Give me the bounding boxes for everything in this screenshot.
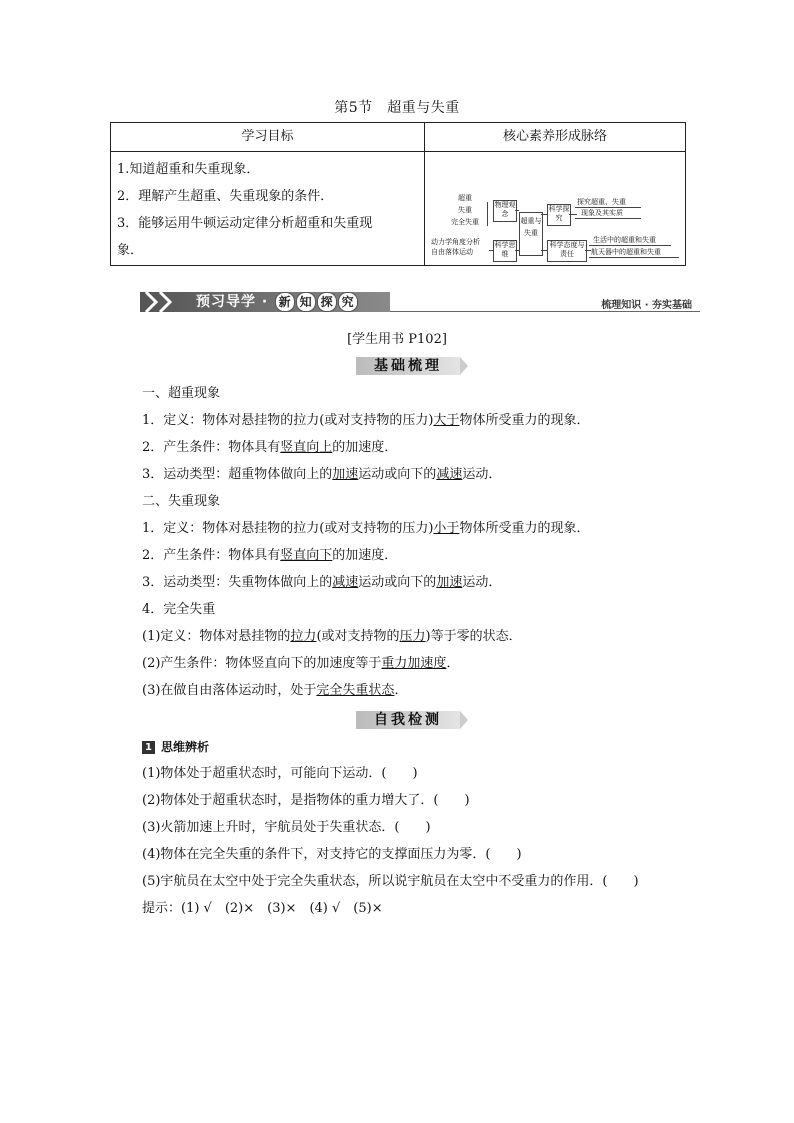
diagram-tanjiu-text2: 现象及其实质 bbox=[581, 209, 623, 217]
diagram-chaozhong: 超重 bbox=[458, 194, 472, 202]
banner-title bbox=[196, 292, 358, 312]
diagram-tanjiu-text1: 探究超重、失重 bbox=[577, 198, 626, 206]
complete-freefall: (3)在做自由落体运动时，处于完全失重状态． bbox=[142, 683, 408, 698]
goal-3: 3．能够运用牛顿运动定律分析超重和失重现 bbox=[117, 216, 373, 231]
diagram-wuli: 物理观念 bbox=[493, 200, 517, 222]
section-badge: 1 bbox=[142, 741, 155, 754]
weightless-motion: 3．运动类型：失重物体做向上的减速运动或向下的加速运动． bbox=[142, 575, 502, 590]
goal-1: 1.知道超重和失重现象． bbox=[117, 162, 260, 177]
judge-item-3: (3)火箭加速上升时，宇航员处于失重状态．( ) bbox=[142, 820, 431, 835]
banner-char: 知 bbox=[296, 292, 316, 312]
banner-left-text: 预习导学 bbox=[196, 294, 256, 310]
heading-overweight: 一、超重现象 bbox=[142, 386, 221, 401]
diagram-tanjiu: 科学探究 bbox=[547, 204, 571, 226]
diagram-dynamics2: 自由落体运动 bbox=[431, 248, 473, 256]
ribbon-selfcheck: 自我检测 bbox=[356, 711, 460, 729]
complete-definition: (1)定义：物体对悬挂物的拉力(或对支持物的压力)等于零的状态． bbox=[142, 629, 522, 644]
goals-cell bbox=[111, 152, 425, 266]
header-framework: 核心素养形成脉络 bbox=[425, 123, 686, 152]
diagram-shizhong: 失重 bbox=[458, 206, 472, 214]
header-goals: 学习目标 bbox=[111, 123, 425, 152]
overweight-condition: 2．产生条件：物体具有竖直向上的加速度． bbox=[142, 440, 398, 455]
complete-weightless-heading: 4．完全失重 bbox=[142, 602, 216, 617]
thinking-analysis bbox=[142, 737, 209, 757]
banner-sep: · bbox=[261, 294, 269, 310]
judge-item-1: (1)物体处于超重状态时，可能向下运动．( ) bbox=[142, 766, 418, 781]
weightless-definition: 1．定义：物体对悬挂物的拉力(或对支持物的压力)小于物体所受重力的现象． bbox=[142, 521, 590, 536]
section-banner bbox=[140, 290, 700, 314]
judge-item-4: (4)物体在完全失重的条件下，对支持它的支撑面压力为零．( ) bbox=[142, 847, 522, 862]
goal-3-cont: 象． bbox=[117, 243, 144, 258]
overweight-motion: 3．运动类型：超重物体做向上的加速运动或向下的减速运动． bbox=[142, 467, 502, 482]
book-reference: [学生用书 P102] bbox=[347, 332, 447, 347]
overweight-definition: 1．定义：物体对悬挂物的拉力(或对支持物的压力)大于物体所受重力的现象． bbox=[142, 413, 590, 428]
diagram-life2: 航天器中的超重和失重 bbox=[591, 248, 661, 256]
banner-char: 新 bbox=[275, 292, 295, 312]
chevron-right-icon bbox=[158, 290, 174, 314]
banner-right-text: 梳理知识 · 夯实基础 bbox=[601, 300, 692, 311]
judge-item-5: (5)宇航员在太空中处于完全失重状态，所以说宇航员在太空中不受重力的作用．( ) bbox=[142, 874, 639, 889]
diagram-siwei: 科学思维 bbox=[493, 240, 517, 262]
banner-char: 究 bbox=[338, 292, 358, 312]
answer-hint: 提示：(1) √ (2)× (3)× (4) √ (5)× bbox=[142, 901, 383, 916]
objectives-table bbox=[110, 122, 686, 266]
goal-2: 2．理解产生超重、失重现象的条件． bbox=[117, 189, 334, 204]
framework-diagram bbox=[425, 152, 686, 266]
complete-condition: (2)产生条件：物体竖直向下的加速度等于重力加速度． bbox=[142, 656, 460, 671]
banner-rule bbox=[390, 311, 700, 312]
thinking-label: 思维辨析 bbox=[161, 740, 210, 754]
heading-weightless: 二、失重现象 bbox=[142, 494, 221, 509]
weightless-condition: 2．产生条件：物体具有竖直向下的加速度． bbox=[142, 548, 398, 563]
banner-char: 探 bbox=[317, 292, 337, 312]
diagram-wanquan: 完全失重 bbox=[451, 218, 479, 226]
diagram-taidu: 科学态度与责任 bbox=[547, 240, 587, 262]
judge-item-2: (2)物体处于超重状态时，是指物体的重力增大了．( ) bbox=[142, 793, 470, 808]
section-title: 第5节 超重与失重 bbox=[334, 100, 460, 116]
diagram-dynamics1: 动力学角度分析 bbox=[431, 238, 480, 246]
diagram-center: 超重与失重 bbox=[519, 212, 543, 256]
ribbon-basics: 基础梳理 bbox=[356, 357, 460, 375]
diagram-life1: 生活中的超重和失重 bbox=[593, 236, 656, 244]
